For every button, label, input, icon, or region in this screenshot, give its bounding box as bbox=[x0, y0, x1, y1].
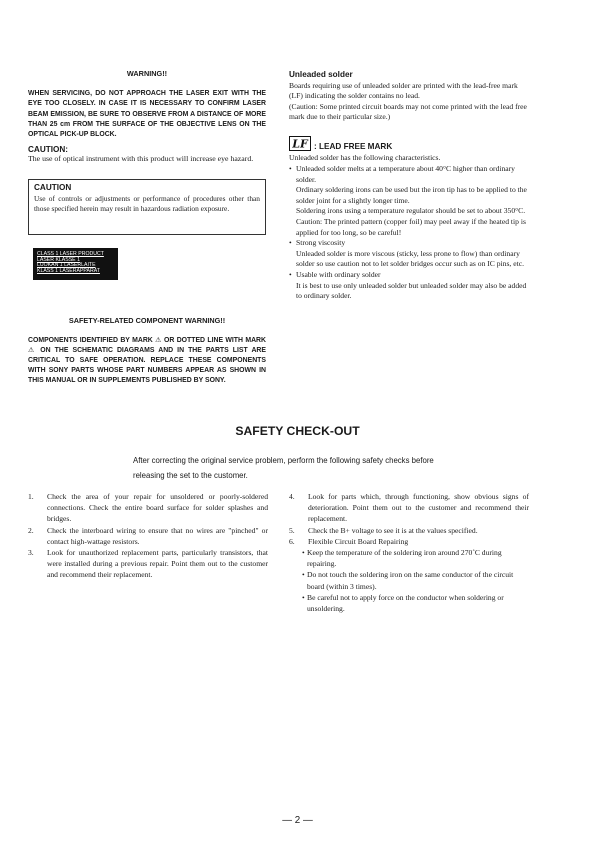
lead-free-logo bbox=[289, 136, 311, 151]
lead-free-characteristics-list bbox=[289, 164, 527, 302]
caution-box-text: Use of controls or adjustments or performance of procedures other than those specified herein may result in hazardous radiation exposure. bbox=[34, 194, 260, 214]
unleaded-solder-title: Unleaded solder bbox=[289, 70, 353, 79]
item-text: Flexible Circuit Board Repairing bbox=[308, 536, 409, 546]
laser-class-label bbox=[33, 248, 118, 280]
item-number: 6. bbox=[289, 536, 295, 546]
unleaded-solder-description: Boards requiring use of unleaded solder are printed with the lead-free mark (LF) indicating the solder contains no lead. bbox=[289, 81, 518, 101]
page-number: — 2 — bbox=[282, 815, 313, 826]
item-number: 2. bbox=[28, 525, 34, 535]
list-item bbox=[28, 491, 268, 525]
characteristic-detail: Ordinary soldering irons can be used but the iron tip has to be applied to the solder joint for a slightly longer time. bbox=[296, 185, 527, 205]
unleaded-solder-caution: (Caution: Some printed circuit boards may not come printed with the lead free mark due to their particular size.) bbox=[289, 101, 527, 122]
flex-repair-bullet: • Keep the temperature of the soldering iron around 270˚C during repairing. bbox=[289, 547, 529, 569]
flex-repair-bullet: • Do not touch the soldering iron on the same conductor of the circuit board (within 3 times). bbox=[289, 569, 529, 591]
caution-box bbox=[28, 179, 266, 235]
list-item: • Unleaded solder melts at a temperature about 40°C higher than ordinary solder. bbox=[289, 164, 527, 185]
characteristic-text: Usable with ordinary solder bbox=[296, 269, 381, 279]
characteristic-text: Unleaded solder melts at a temperature about 40°C higher than ordinary solder. bbox=[296, 164, 515, 184]
characteristic-detail: Caution: The printed pattern (copper foil) may peel away if the heated tip is applied for too long, so be careful! bbox=[296, 216, 526, 237]
item-number: 5. bbox=[289, 525, 295, 535]
flex-repair-text: Keep the temperature of the soldering iron around 270˚C during repairing. bbox=[307, 548, 502, 569]
list-item: • Usable with ordinary solder bbox=[289, 270, 527, 281]
characteristic-detail: Unleaded solder is more viscous (sticky, less prone to flow) than ordinary solder so use caution not to let solder bridges occur such as on IC pins, etc. bbox=[296, 248, 524, 269]
flex-repair-text: Be careful not to apply force on the conductor when soldering or unsoldering. bbox=[307, 592, 504, 614]
checkout-list-right bbox=[289, 491, 529, 614]
safety-warning-title: SAFETY-RELATED COMPONENT WARNING!! bbox=[68, 316, 226, 325]
item-text: Check the B+ voltage to see it is at the values specified. bbox=[308, 525, 478, 535]
flex-repair-bullet: • Be careful not to apply force on the conductor when soldering or unsoldering. bbox=[289, 592, 529, 614]
characteristic-text: Strong viscosity bbox=[296, 238, 346, 248]
safety-checkout-intro: After correcting the original service problem, perform the following safety checks before releasing the set to the customer. bbox=[133, 456, 434, 480]
item-number: 4. bbox=[289, 492, 295, 501]
characteristic-detail: Soldering irons using a temperature regulator should be set to about 350°C. bbox=[296, 206, 526, 216]
laser-label-line: KLASS 1 LASERAPPARAT bbox=[37, 267, 100, 274]
unleaded-solder-text bbox=[289, 81, 527, 123]
laser-label-line: LASER KLASSE 1 bbox=[37, 256, 80, 263]
item-text: Look for unauthorized replacement parts, particularly transistors, that were installed during a previous repair. Point them out to the customer and recommend their replacement. bbox=[47, 548, 268, 580]
list-item bbox=[28, 525, 268, 547]
lead-free-intro: Unleaded solder has the following characteristics. bbox=[289, 153, 441, 162]
item-text: Check the interboard wiring to ensure that no wires are "pinched" or contact high-wattage resistors. bbox=[47, 525, 268, 546]
list-item bbox=[28, 547, 268, 581]
list-item bbox=[289, 525, 529, 536]
characteristic-detail: It is best to use only unleaded solder but unleaded solder may also be added to ordinary solder. bbox=[296, 280, 527, 301]
list-item bbox=[289, 536, 529, 547]
item-number: 1. bbox=[28, 492, 34, 501]
item-text: Look for parts which, through functioning, show obvious signs of deterioration. Point them out to the customer and recommend their replacement. bbox=[308, 492, 529, 524]
flex-repair-text: Do not touch the soldering iron on the same conductor of the circuit board (within 3 times). bbox=[307, 570, 514, 591]
safety-checkout-title: SAFETY CHECK-OUT bbox=[235, 424, 360, 438]
item-text: Check the area of your repair for unsoldered or poorly-soldered connections. Check the entire board surface for solder splashes and bridges. bbox=[47, 492, 268, 524]
warning-title: WARNING!! bbox=[126, 69, 168, 78]
caution-text: The use of optical instrument with this product will increase eye hazard. bbox=[28, 154, 254, 163]
lead-free-mark-title: : LEAD FREE MARK bbox=[314, 142, 393, 151]
laser-warning-text: WHEN SERVICING, DO NOT APPROACH THE LASER EXIT WITH THE EYE TOO CLOSELY. IN CASE IT IS NECESSARY TO CONFIRM LASER BEAM EMISSION, BE SURE TO OBSERVE FROM A DISTANCE OF MORE THAN 25 cm FROM THE SURFACE OF THE OBJECTIVE LENS ON THE OPTICAL PICK-UP BLOCK. bbox=[28, 90, 266, 139]
lead-free-logo-text: LF bbox=[292, 137, 308, 151]
list-item bbox=[289, 491, 529, 525]
checkout-list-left bbox=[28, 491, 268, 581]
caution-box-title: CAUTION bbox=[34, 183, 72, 192]
caution-heading: CAUTION: bbox=[28, 145, 69, 154]
item-number: 3. bbox=[28, 548, 34, 558]
safety-warning-text: COMPONENTS IDENTIFIED BY MARK ⚠ OR DOTTED LINE WITH MARK ⚠ ON THE SCHEMATIC DIAGRAMS AND IN THE PARTS LIST ARE CRITICAL TO SAFE OPERATION. REPLACE THESE COMPONENTS WITH SONY PARTS WHOSE PART NUMBERS APPEAR AS SHOWN IN THIS MANUAL OR IN SUPPLEMENTS PUBLISHED BY SONY. bbox=[28, 337, 266, 385]
list-item: • Strong viscosity bbox=[289, 238, 527, 249]
laser-label-line: CLASS 1 LASER PRODUCT bbox=[37, 251, 104, 257]
lead-free-mark-icon bbox=[289, 136, 311, 151]
laser-label-line: LUOKAN 1 LASERLAITE bbox=[37, 262, 96, 269]
